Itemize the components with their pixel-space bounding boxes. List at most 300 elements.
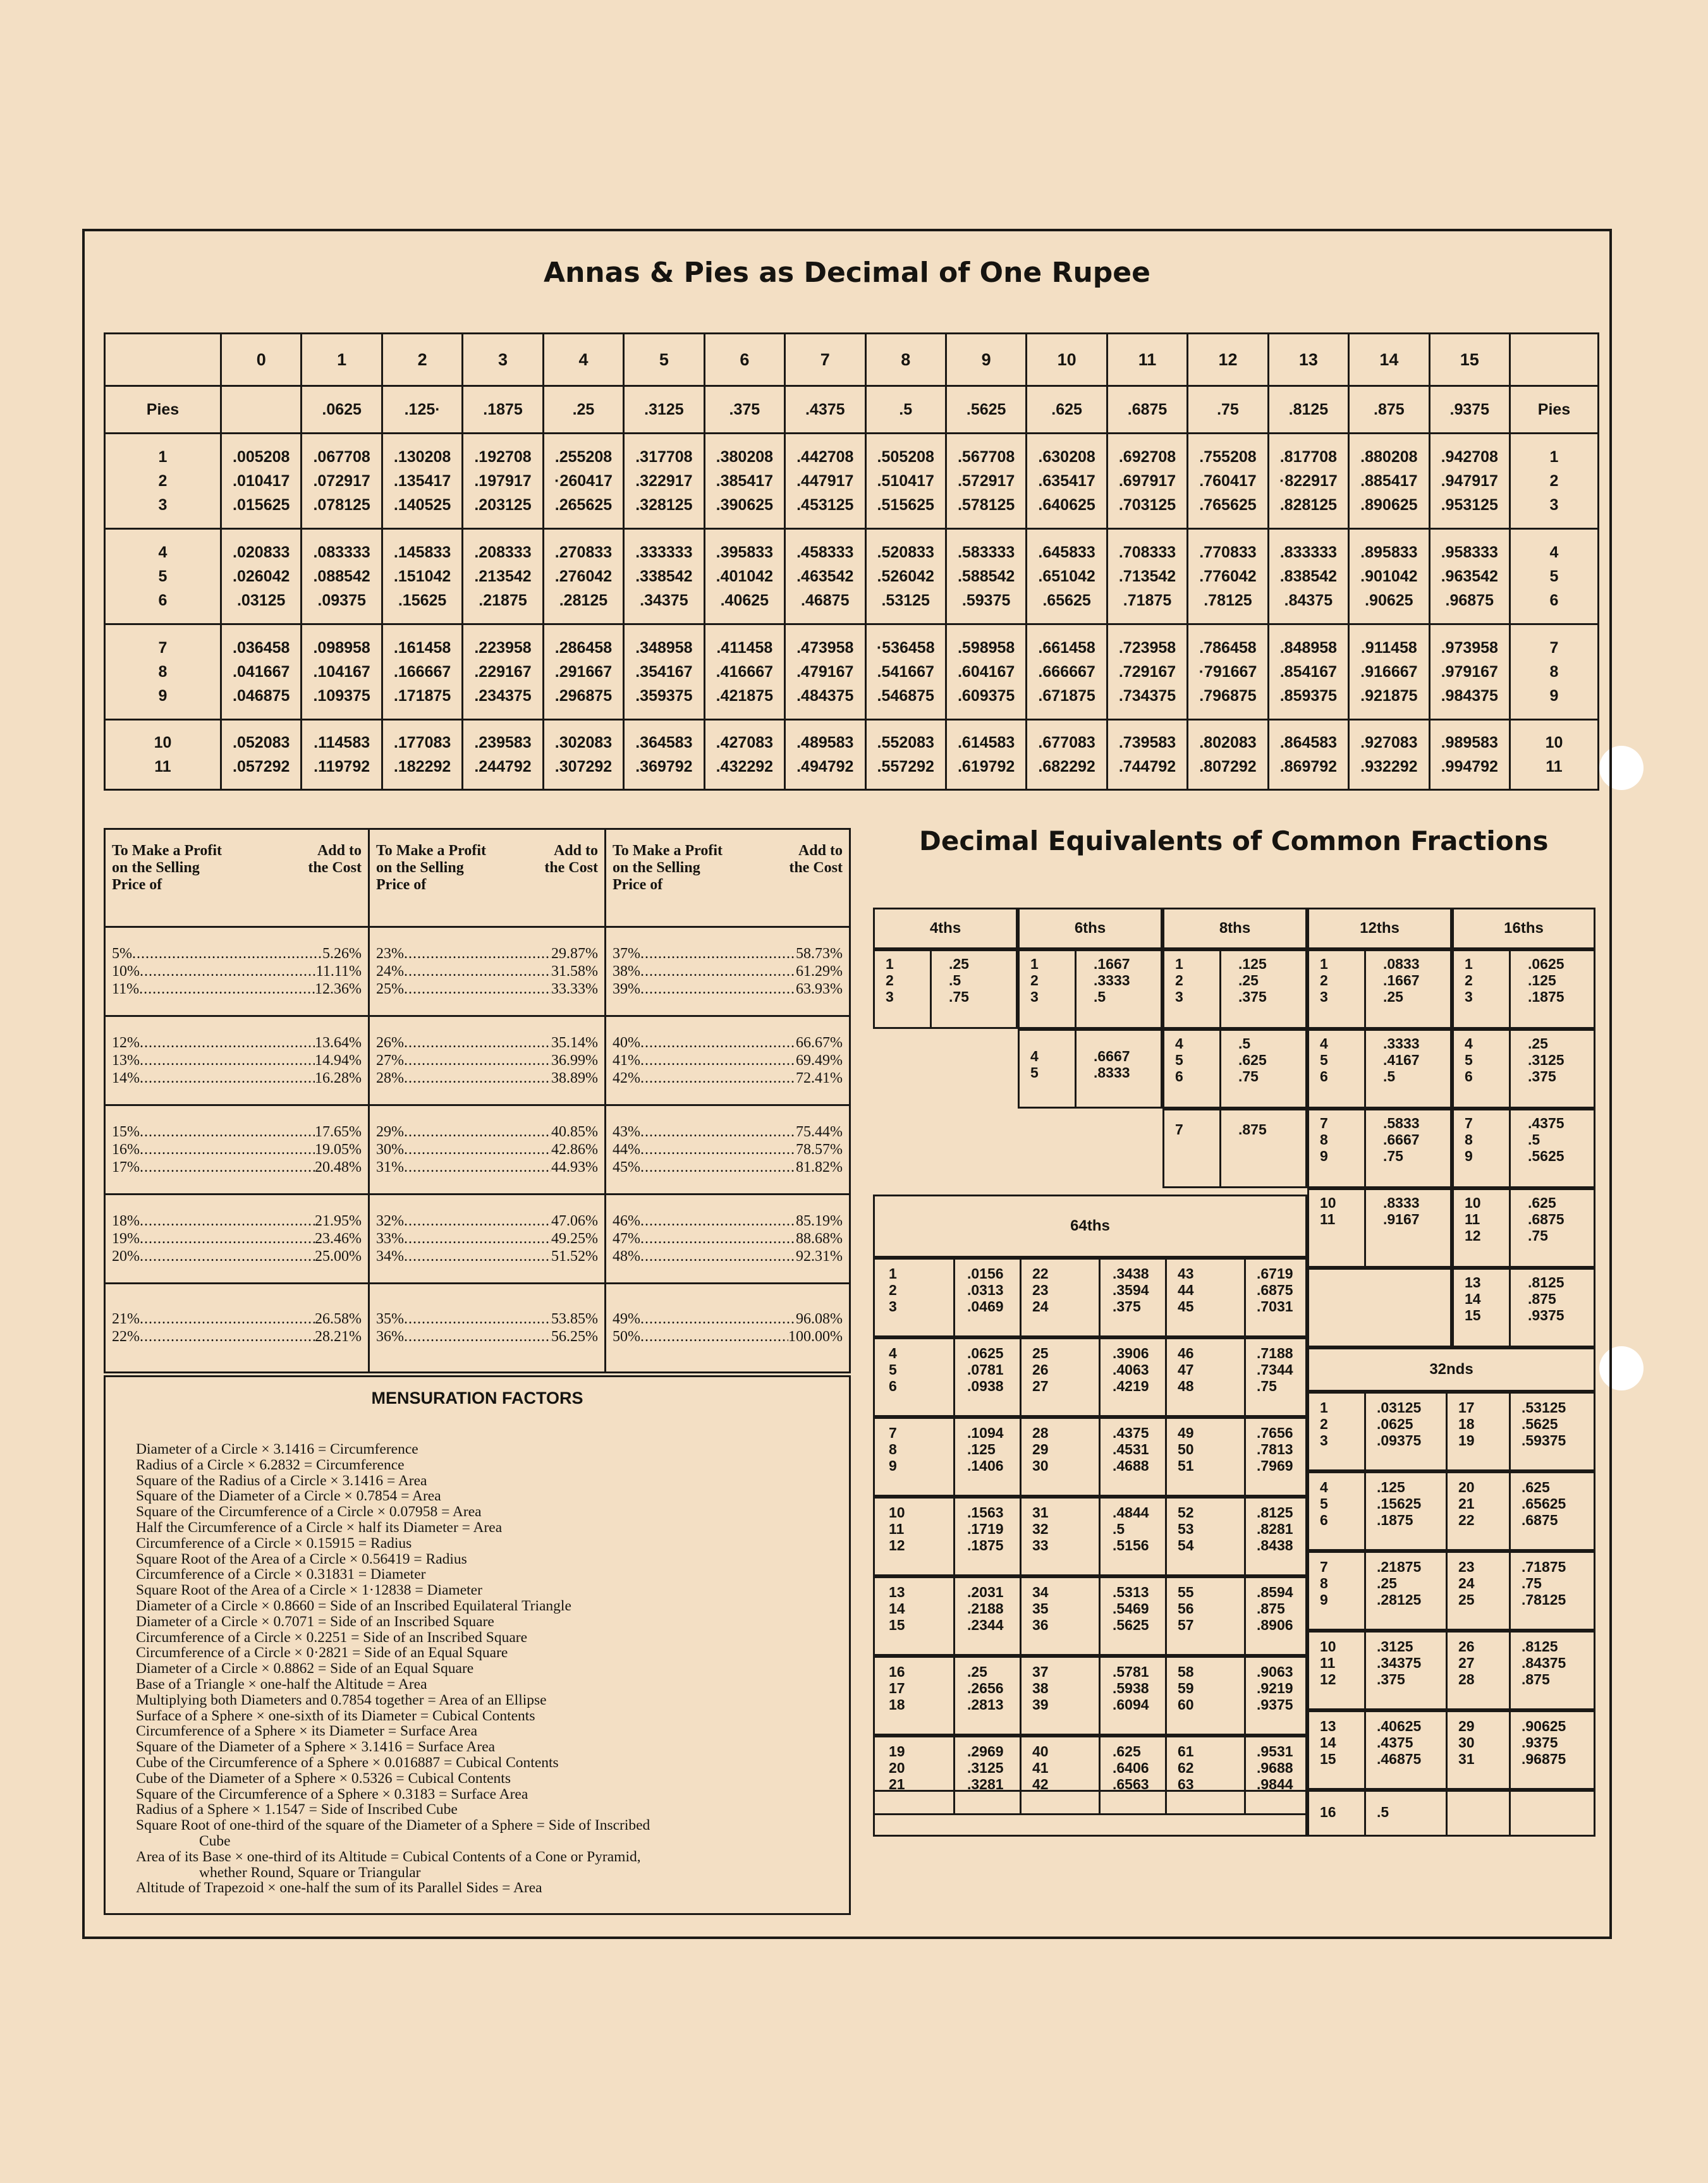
- leader-dots: [640, 1052, 796, 1069]
- numerators: 29 30 31: [1458, 1718, 1475, 1767]
- cell-divider: [1020, 1497, 1022, 1576]
- cost-percent: 12.36%: [315, 981, 362, 997]
- profit-header: [606, 829, 850, 927]
- pies-numbers-left: 7 8 9: [105, 624, 221, 720]
- profit-line: [112, 1248, 362, 1265]
- cell-divider: [1099, 1576, 1101, 1656]
- decimals: .8594 .875 .8906: [1257, 1584, 1293, 1633]
- anna-value: .1875: [463, 386, 543, 434]
- cost-percent: 56.25%: [551, 1329, 598, 1345]
- profit-line: [376, 1034, 598, 1052]
- profit-cell: [369, 1284, 606, 1373]
- profit-line: [613, 963, 843, 980]
- pies-label-left: Pies: [105, 386, 221, 434]
- anna-number: 5: [624, 334, 704, 386]
- decimal-cell: .864583 .869792: [1268, 720, 1348, 790]
- profit-line: [376, 945, 598, 963]
- cell-divider: [1099, 1417, 1101, 1497]
- fraction-cell: [873, 949, 1018, 1029]
- profit-line: [112, 1158, 362, 1176]
- leader-dots: [640, 980, 796, 998]
- profit-percent: 34%: [376, 1248, 404, 1265]
- mensuration-line: Square of the Diameter of a Sphere × 3.1416 = Surface Area: [136, 1739, 496, 1756]
- cost-percent: 11.11%: [315, 963, 362, 980]
- cell-divider: [1020, 1656, 1022, 1736]
- decimal-cell: .239583 .244792: [463, 720, 543, 790]
- decimal-cell: .427083 .432292: [704, 720, 784, 790]
- profit-table: [104, 828, 851, 1373]
- cell-divider: [1099, 1258, 1101, 1337]
- pies-numbers-right: 7 8 9: [1510, 624, 1599, 720]
- pies-numbers-left: 1 2 3: [105, 434, 221, 529]
- profit-line: [613, 1069, 843, 1087]
- mensuration-line: Cube of the Circumference of a Sphere × 0.016887 = Cubical Contents: [136, 1754, 559, 1771]
- decimal-cell: .130208 .135417 .140525: [382, 434, 462, 529]
- leader-dots: [640, 1230, 796, 1248]
- cell-divider: [1244, 1417, 1246, 1497]
- cost-percent: 40.85%: [551, 1124, 598, 1140]
- profit-percent: 19%: [112, 1231, 140, 1247]
- decimal-cell: .348958 .354167 .359375: [624, 624, 704, 720]
- leader-dots: [140, 1034, 315, 1052]
- leader-dots: [640, 963, 796, 980]
- decimals: .25 .5 .75: [949, 956, 969, 1005]
- decimal-cell: .708333 .713542 .71875: [1107, 529, 1187, 624]
- cell-divider: [1446, 1631, 1448, 1710]
- annas-corner-right: [1510, 334, 1599, 386]
- decimal-cell: .286458 .291667 .296875: [543, 624, 623, 720]
- numerators: 7 8 9: [889, 1425, 897, 1474]
- cost-percent: 81.82%: [796, 1159, 843, 1176]
- sixtyfourths-cell: [873, 1417, 1307, 1497]
- numerators: 4 5 6: [1320, 1479, 1328, 1528]
- decimals: .5781 .5938 .6094: [1113, 1663, 1149, 1713]
- decimals: .5 .625 .75: [1238, 1035, 1267, 1085]
- decimal-cell: .020833 .026042 .03125: [221, 529, 302, 624]
- cell-divider: [953, 1337, 955, 1417]
- cell-divider: [1509, 1109, 1511, 1188]
- cost-percent: 29.87%: [551, 946, 598, 962]
- mensuration-line: Square Root of the Area of a Circle × 1·12838 = Diameter: [136, 1582, 482, 1599]
- decimals: .6719 .6875 .7031: [1257, 1265, 1293, 1315]
- leader-dots: [140, 1310, 315, 1328]
- mensuration-line: Multiplying both Diameters and 0.7854 together = Area of an Ellipse: [136, 1691, 547, 1708]
- numerators: 4 5 6: [889, 1345, 897, 1394]
- profit-cell: [105, 927, 369, 1016]
- leader-dots: [404, 1248, 551, 1265]
- pies-numbers-left: 10 11: [105, 720, 221, 790]
- annas-header-row: [105, 334, 1599, 386]
- profit-percent: 27%: [376, 1052, 404, 1069]
- decimals: .8125 .84375 .875: [1522, 1638, 1566, 1687]
- mensuration-title: MENSURATION FACTORS: [371, 1389, 583, 1408]
- cell-divider: [1364, 1551, 1366, 1631]
- mensuration-line: Radius of a Circle × 6.2832 = Circumference: [136, 1456, 405, 1473]
- fraction-cell: [1452, 1029, 1595, 1109]
- cost-percent: 17.65%: [315, 1124, 362, 1140]
- profit-percent: 15%: [112, 1124, 140, 1140]
- profit-line: [112, 1310, 362, 1328]
- anna-number: 0: [221, 334, 302, 386]
- profit-line: [112, 1052, 362, 1069]
- cost-percent: 49.25%: [551, 1231, 598, 1247]
- cost-percent: 58.73%: [796, 946, 843, 962]
- profit-line: [112, 1328, 362, 1346]
- numerators: 4 5 6: [1175, 1035, 1183, 1085]
- decimal-cell: .770833 .776042 .78125: [1188, 529, 1268, 624]
- annas-title: Annas & Pies as Decimal of One Rupee: [544, 257, 1150, 289]
- mensuration-line: Base of a Triangle × one-half the Altitude = Area: [136, 1675, 427, 1693]
- mensuration-line: Square Root of the Area of a Circle × 0.56419 = Radius: [136, 1550, 467, 1567]
- cell-divider: [1020, 1337, 1022, 1417]
- anna-value: .5625: [946, 386, 1026, 434]
- profit-header-text: To Make a Profit: [613, 842, 723, 859]
- decimal-cell: .958333 .963542 .96875: [1429, 529, 1510, 624]
- profit-line: [376, 1248, 598, 1265]
- fraction-cell: [1307, 949, 1452, 1029]
- profit-line: [376, 980, 598, 998]
- cell-divider: [1165, 1337, 1167, 1417]
- pies-group-row: [105, 720, 1599, 790]
- decimal-cell: .442708 .447917 .453125: [785, 434, 865, 529]
- decimal-cell: .505208 .510417 .515625: [865, 434, 946, 529]
- fraction-cell: [1307, 1109, 1452, 1188]
- cost-percent: 63.93%: [796, 981, 843, 997]
- cell-divider: [1244, 1258, 1246, 1337]
- numerators: 25 26 27: [1032, 1345, 1049, 1394]
- cell-divider: [1020, 1576, 1022, 1656]
- cost-percent: 75.44%: [796, 1124, 843, 1140]
- cost-percent: 19.05%: [315, 1141, 362, 1158]
- cell-divider: [1364, 1631, 1366, 1710]
- profit-header-text: the Cost: [789, 860, 843, 876]
- numerators: 16 17 18: [889, 1663, 905, 1713]
- profit-line: [112, 980, 362, 998]
- cell-divider: [1244, 1656, 1246, 1736]
- decimal-cell: .255208 ·260417 .265625: [543, 434, 623, 529]
- pies-label-right: Pies: [1510, 386, 1599, 434]
- cell-divider: [1446, 1790, 1448, 1837]
- decimal-cell: .270833 .276042 .28125: [543, 529, 623, 624]
- profit-percent: 13%: [112, 1052, 140, 1069]
- numerators: 61 62 63: [1178, 1743, 1194, 1792]
- numerators: 7 8 9: [1320, 1559, 1328, 1608]
- profit-percent: 47%: [613, 1231, 640, 1247]
- profit-line: [613, 1230, 843, 1248]
- profit-header-text: on the Selling: [112, 860, 200, 876]
- decimals: .7188 .7344 .75: [1257, 1345, 1293, 1394]
- leader-dots: [640, 1034, 796, 1052]
- cell-divider: [1165, 1656, 1167, 1736]
- cost-percent: 88.68%: [796, 1231, 843, 1247]
- leader-dots: [404, 1034, 551, 1052]
- numerators: 1 2 3: [1030, 956, 1039, 1005]
- decimals: .8125 .8281 .8438: [1257, 1504, 1293, 1554]
- profit-percent: 29%: [376, 1124, 404, 1140]
- numerators: 7 8 9: [1320, 1115, 1328, 1164]
- numerators: 20 21 22: [1458, 1479, 1475, 1528]
- decimal-cell: .692708 .697917 .703125: [1107, 434, 1187, 529]
- numerators: 7 8 9: [1465, 1115, 1473, 1164]
- leader-dots: [404, 1230, 551, 1248]
- decimal-cell: .489583 .494792: [785, 720, 865, 790]
- cell-divider: [1075, 1029, 1077, 1109]
- mensuration-line: Square Root of one-third of the square of the Diameter of a Sphere = Side of Inscribed: [136, 1817, 650, 1834]
- cost-percent: 44.93%: [551, 1159, 598, 1176]
- cell-divider: [1509, 1029, 1511, 1109]
- cost-percent: 16.28%: [315, 1070, 362, 1086]
- anna-number: 2: [382, 334, 462, 386]
- decimals: .0156 .0313 .0469: [967, 1265, 1004, 1315]
- numerators: 1 2 3: [1320, 1399, 1328, 1449]
- cell-divider: [930, 949, 932, 1029]
- leader-dots: [640, 1069, 796, 1087]
- profit-cell: [606, 1284, 850, 1373]
- cell-divider: [1509, 949, 1511, 1029]
- decimal-cell: .473958 .479167 .484375: [785, 624, 865, 720]
- decimals: .53125 .5625 .59375: [1522, 1399, 1566, 1449]
- profit-line: [613, 945, 843, 963]
- numerators: 52 53 54: [1178, 1504, 1194, 1554]
- cost-percent: 96.08%: [796, 1311, 843, 1327]
- mensuration-line: Circumference of a Circle × 0.15915 = Radius: [136, 1535, 412, 1552]
- leader-dots: [404, 1141, 551, 1158]
- cell-divider: [1509, 1551, 1511, 1631]
- mensuration-line: Circumference of a Circle × 0·2821 = Side of an Equal Square: [136, 1645, 508, 1662]
- anna-number: 15: [1429, 334, 1510, 386]
- cell-divider: [1219, 949, 1221, 1029]
- decimals: .3125 .34375 .375: [1377, 1638, 1422, 1687]
- profit-percent: 41%: [613, 1052, 640, 1069]
- leader-dots: [140, 1052, 315, 1069]
- decimals: .2969 .3125 .3281: [967, 1743, 1004, 1792]
- cost-percent: 21.95%: [315, 1213, 362, 1229]
- anna-value: .875: [1349, 386, 1429, 434]
- numerators: 4 5 6: [1320, 1035, 1328, 1085]
- anna-number: 3: [463, 334, 543, 386]
- cost-percent: 69.49%: [796, 1052, 843, 1069]
- profit-header-text: on the Selling: [376, 860, 464, 876]
- profit-cell: [606, 927, 850, 1016]
- decimals: .6667 .8333: [1094, 1048, 1130, 1081]
- profit-percent: 39%: [613, 981, 640, 997]
- profit-percent: 46%: [613, 1213, 640, 1229]
- profit-header: [369, 829, 606, 927]
- profit-percent: 20%: [112, 1248, 140, 1265]
- numerators: 1 2 3: [1465, 956, 1473, 1005]
- profit-header-text: Add to: [553, 842, 598, 859]
- profit-line: [112, 1212, 362, 1230]
- cost-percent: 51.52%: [551, 1248, 598, 1265]
- leader-dots: [140, 1123, 315, 1141]
- numerators: 4 5 6: [1465, 1035, 1473, 1085]
- decimals: .5: [1377, 1804, 1389, 1820]
- decimals: .625 .6875 .75: [1528, 1195, 1565, 1244]
- cost-percent: 100.00%: [788, 1329, 843, 1345]
- profit-percent: 18%: [112, 1213, 140, 1229]
- cost-percent: 28.21%: [315, 1329, 362, 1345]
- decimals: .40625 .4375 .46875: [1377, 1718, 1422, 1767]
- decimal-cell: .067708 .072917 .078125: [302, 434, 382, 529]
- cell-divider: [1099, 1656, 1101, 1736]
- leader-dots: [640, 1141, 796, 1158]
- decimals: .1667 .3333 .5: [1094, 956, 1130, 1005]
- annas-pies-table: [104, 332, 1599, 791]
- anna-value: .6875: [1107, 386, 1187, 434]
- decimal-cell: .880208 .885417 .890625: [1349, 434, 1429, 529]
- leader-dots: [140, 1212, 315, 1230]
- mensuration-list: [136, 1442, 836, 1896]
- decimal-cell: .598958 .604167 .609375: [946, 624, 1026, 720]
- profit-percent: 14%: [112, 1070, 140, 1086]
- mensuration-line: Square of the Circumference of a Circle × 0.07958 = Area: [136, 1504, 482, 1521]
- mensuration-line: Square of the Radius of a Circle × 3.1416 = Area: [136, 1472, 427, 1489]
- sixtyfourths-cell: [873, 1656, 1307, 1736]
- cell-divider: [1364, 1109, 1366, 1188]
- profit-line: [613, 1052, 843, 1069]
- anna-number: 14: [1349, 334, 1429, 386]
- decimal-cell: .989583 .994792: [1429, 720, 1510, 790]
- decimal-cell: .645833 .651042 .65625: [1027, 529, 1107, 624]
- numerators: 1 2 3: [889, 1265, 897, 1315]
- decimals: .125 .25 .375: [1238, 956, 1267, 1005]
- cost-percent: 5.26%: [322, 946, 362, 962]
- decimal-title: Decimal Equivalents of Common Fractions: [919, 825, 1549, 856]
- numerators: 10 11 12: [1465, 1195, 1481, 1244]
- numerators: 1 2 3: [1320, 956, 1328, 1005]
- cell-divider: [1364, 949, 1366, 1029]
- decimals: .625 .6406 .6563: [1113, 1743, 1149, 1792]
- leader-dots: [640, 1248, 796, 1265]
- decimal-cell: ·536458 .541667 .546875: [865, 624, 946, 720]
- mensuration-line: Diameter of a Circle × 0.8862 = Side of an Equal Square: [136, 1660, 474, 1677]
- profit-row: [105, 1016, 850, 1105]
- decimal-cell: .317708 .322917 .328125: [624, 434, 704, 529]
- fraction-cell: [873, 1790, 1307, 1837]
- profit-percent: 37%: [613, 946, 640, 962]
- mensuration-line: Half the Circumference of a Circle × half its Diameter = Area: [136, 1519, 503, 1536]
- cost-percent: 61.29%: [796, 963, 843, 980]
- profit-line: [112, 945, 362, 963]
- profit-percent: 30%: [376, 1141, 404, 1158]
- cost-percent: 85.19%: [796, 1213, 843, 1229]
- profit-cell: [369, 1105, 606, 1195]
- profit-percent: 26%: [376, 1035, 404, 1051]
- decimal-cell: .177083 .182292: [382, 720, 462, 790]
- numerators: 26 27 28: [1458, 1638, 1475, 1687]
- header-6ths: 6ths: [1018, 908, 1162, 949]
- cost-percent: 72.41%: [796, 1070, 843, 1086]
- decimals: .9063 .9219 .9375: [1257, 1663, 1293, 1713]
- cell-divider: [1165, 1576, 1167, 1656]
- cost-percent: 66.67%: [796, 1035, 843, 1051]
- profit-cell: [369, 1016, 606, 1105]
- cost-percent: 38.89%: [551, 1070, 598, 1086]
- cost-percent: 42.86%: [551, 1141, 598, 1158]
- profit-header-text: Price of: [613, 877, 663, 893]
- cell-divider: [1219, 1029, 1221, 1109]
- profit-line: [376, 963, 598, 980]
- decimal-cell: .723958 .729167 .734375: [1107, 624, 1187, 720]
- profit-line: [376, 1052, 598, 1069]
- decimal-cell: .098958 .104167 .109375: [302, 624, 382, 720]
- decimal-cell: .848958 .854167 .859375: [1268, 624, 1348, 720]
- anna-number: 12: [1188, 334, 1268, 386]
- mensuration-line: Circumference of a Circle × 0.31831 = Diameter: [136, 1566, 426, 1583]
- leader-dots: [404, 1158, 551, 1176]
- leader-dots: [404, 1123, 551, 1141]
- profit-percent: 12%: [112, 1035, 140, 1051]
- reference-sheet: [82, 229, 1612, 1939]
- cost-percent: 35.14%: [551, 1035, 598, 1051]
- anna-value: .8125: [1268, 386, 1348, 434]
- decimal-cell: .458333 .463542 .46875: [785, 529, 865, 624]
- profit-header-text: Price of: [112, 877, 162, 893]
- numerators: 10 11 12: [889, 1504, 905, 1554]
- numerators: 49 50 51: [1178, 1425, 1194, 1474]
- profit-line: [613, 1310, 843, 1328]
- cell-divider: [953, 1576, 955, 1656]
- sixtyfourths-cell: [873, 1337, 1307, 1417]
- decimals: .8333 .9167: [1383, 1195, 1420, 1227]
- profit-line: [376, 1158, 598, 1176]
- profit-line: [613, 1212, 843, 1230]
- cell-divider: [1446, 1392, 1448, 1471]
- fraction-cell: [1018, 1029, 1162, 1109]
- profit-cell: [105, 1195, 369, 1284]
- sixtyfourths-cell: [873, 1497, 1307, 1576]
- decimals: .0625 .0781 .0938: [967, 1345, 1004, 1394]
- numerators: 43 44 45: [1178, 1265, 1194, 1315]
- decimal-cell: .192708 .197917 .203125: [463, 434, 543, 529]
- leader-dots: [140, 1158, 315, 1176]
- decimal-cell: .739583 .744792: [1107, 720, 1187, 790]
- profit-header-row: [105, 829, 850, 927]
- decimals: .5313 .5469 .5625: [1113, 1584, 1149, 1633]
- decimal-cell: .567708 .572917 .578125: [946, 434, 1026, 529]
- decimal-cell: .223958 .229167 .234375: [463, 624, 543, 720]
- fraction-cell: [1452, 949, 1595, 1029]
- cell-divider: [1446, 1551, 1448, 1631]
- cell-divider: [953, 1497, 955, 1576]
- decimal-cell: .036458 .041667 .046875: [221, 624, 302, 720]
- leader-dots: [140, 1141, 315, 1158]
- profit-row: [105, 1105, 850, 1195]
- cost-percent: 14.94%: [315, 1052, 362, 1069]
- anna-value: .125·: [382, 386, 462, 434]
- profit-line: [376, 1069, 598, 1087]
- profit-percent: 24%: [376, 963, 404, 980]
- pies-group-row: [105, 624, 1599, 720]
- cost-percent: 47.06%: [551, 1213, 598, 1229]
- numerators: 19 20 21: [889, 1743, 905, 1792]
- cell-divider: [1364, 1710, 1366, 1790]
- leader-dots: [404, 1069, 551, 1087]
- decimal-cell: .630208 .635417 .640625: [1027, 434, 1107, 529]
- leader-dots: [640, 1310, 796, 1328]
- anna-value: .5: [865, 386, 946, 434]
- profit-percent: 43%: [613, 1124, 640, 1140]
- header-32nds: 32nds: [1307, 1347, 1595, 1392]
- fraction-cell: [1162, 1029, 1307, 1109]
- decimal-cell: .395833 .401042 .40625: [704, 529, 784, 624]
- decimal-cell: .005208 .010417 .015625: [221, 434, 302, 529]
- decimals: .8125 .875 .9375: [1528, 1274, 1565, 1323]
- cell-divider: [1364, 1029, 1366, 1109]
- mensuration-line: Cube of the Diameter of a Sphere × 0.5326 = Cubical Contents: [136, 1770, 511, 1787]
- mensuration-line: Circumference of a Circle × 0.2251 = Side of an Inscribed Square: [136, 1629, 528, 1646]
- leader-dots: [140, 1248, 315, 1265]
